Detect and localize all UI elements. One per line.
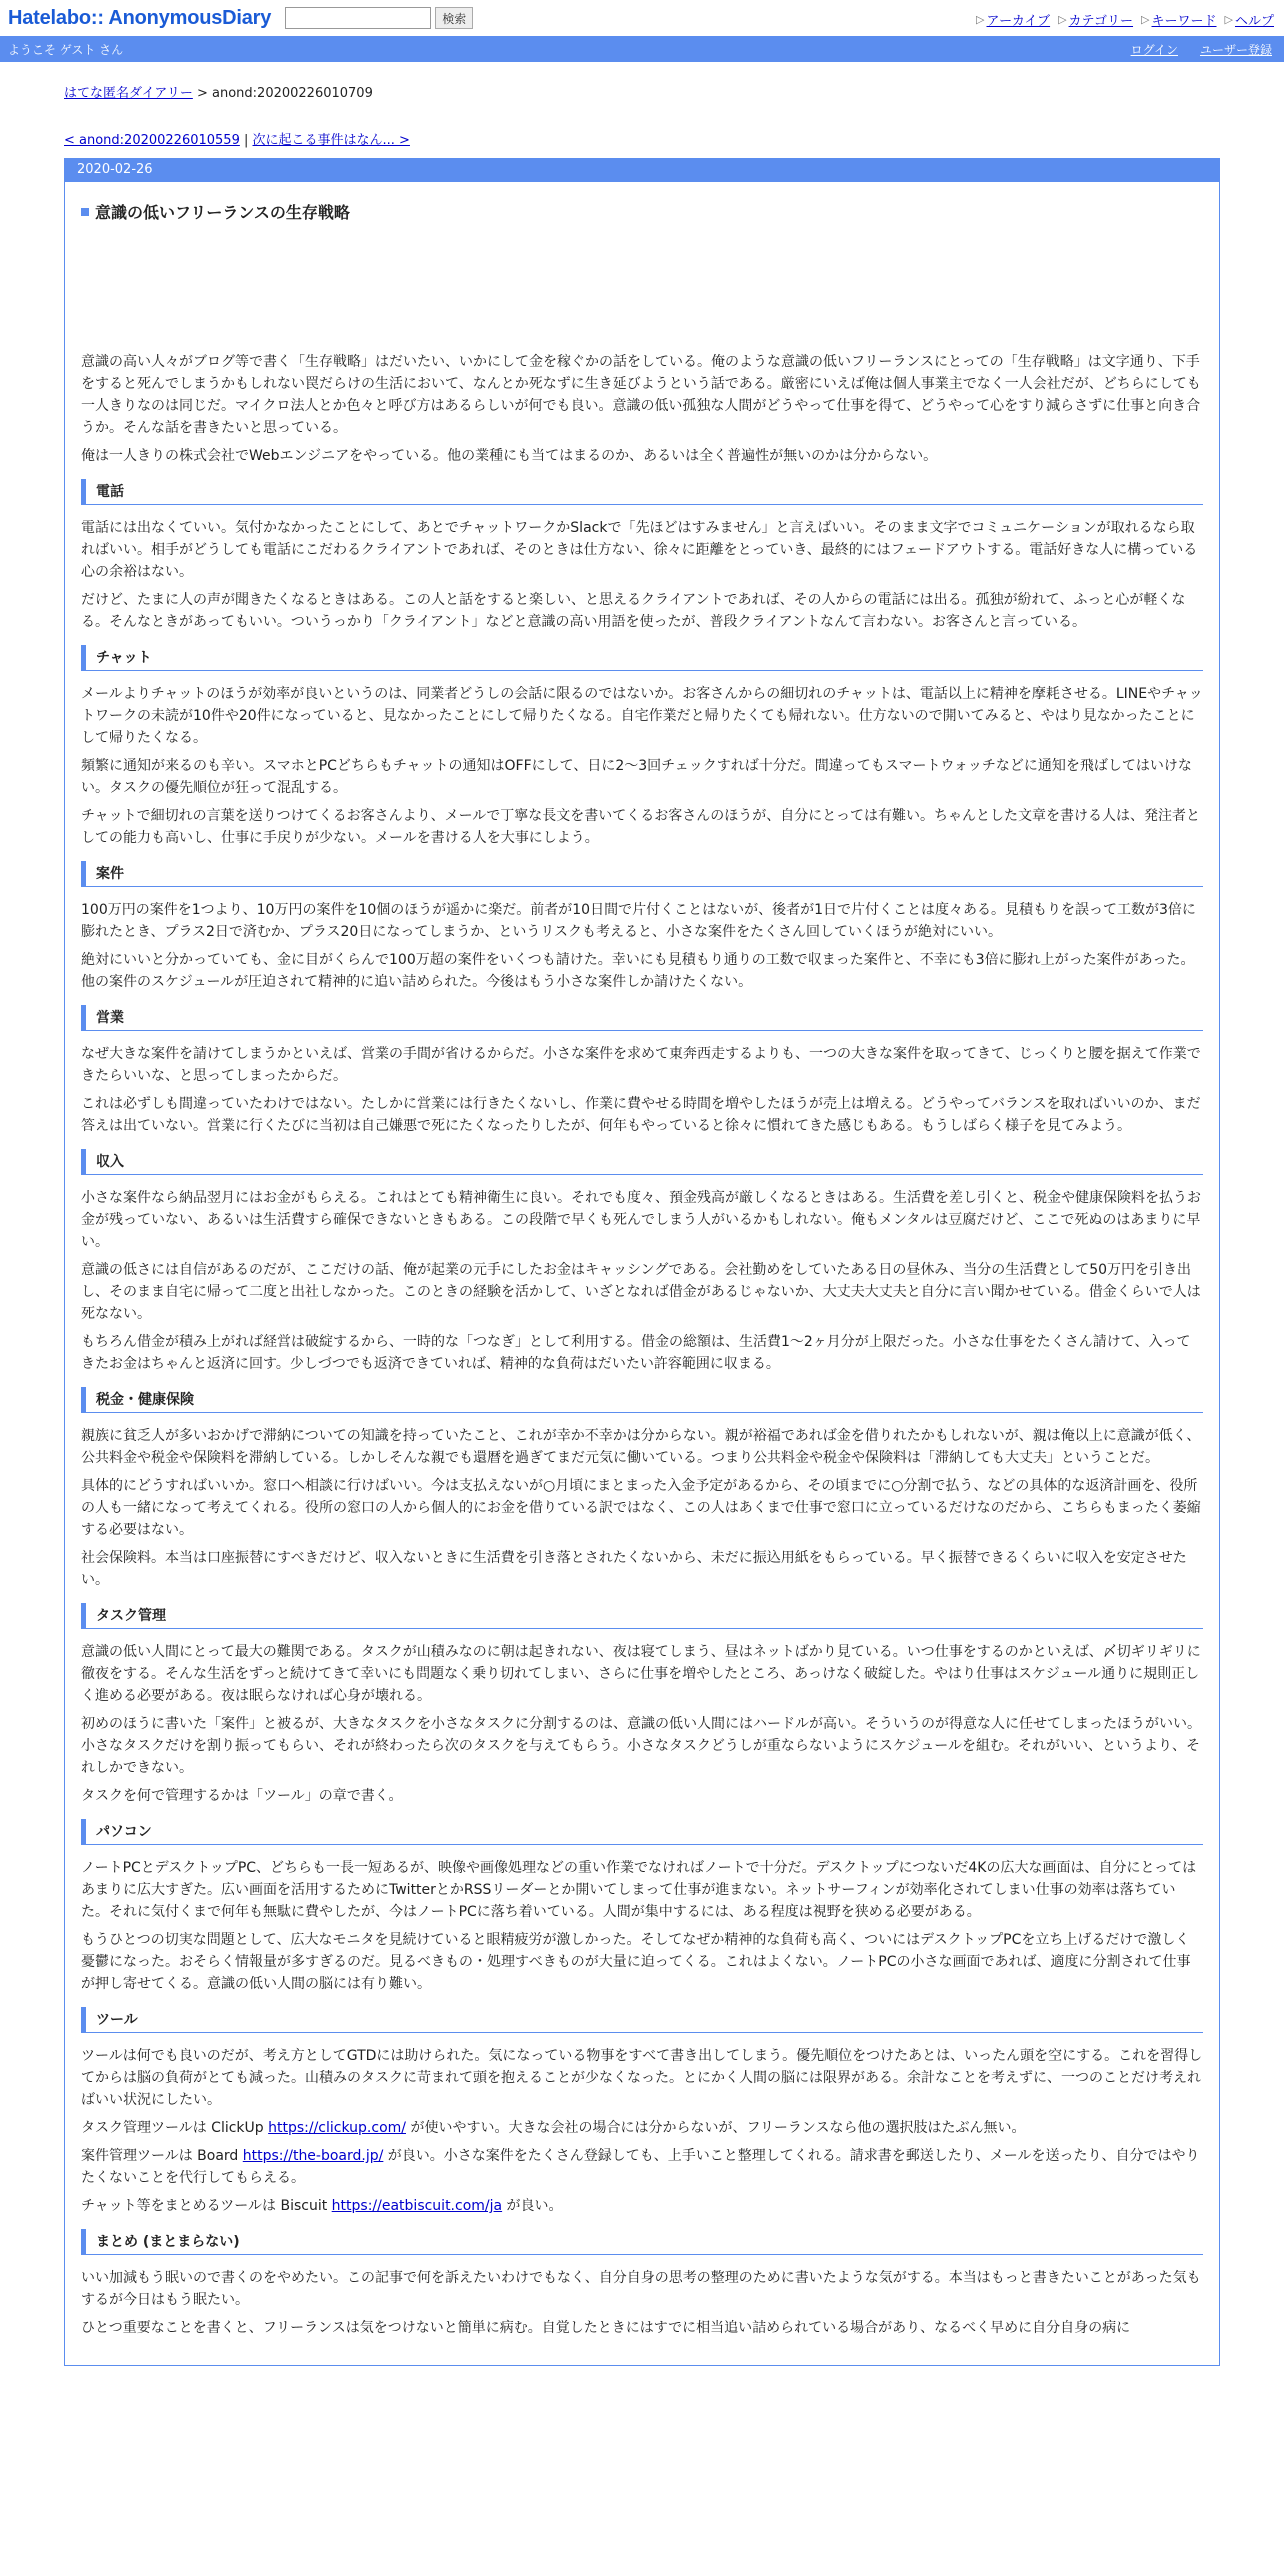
tool-link[interactable]: https://eatbiscuit.com/ja: [331, 2198, 503, 2214]
section-heading: 税金・健康保険: [81, 1387, 1203, 1413]
body-paragraph: 具体的にどうすればいいか。窓口へ相談に行けばいい。今は支払えないが○月頃にまとまった入金予定があるから、その頃までに○分割で払う、などの具体的な返済計画を、役所の人も一緒になって考えてくれる。役所の窓口の人から個人的にお金を借りている訳ではなく、この人はあくまで仕事で窓口に立っているだけなのだから、こちらもまったく萎縮する必要はない。: [81, 1478, 1201, 1538]
body-paragraph: いい加減もう眠いので書くのをやめたい。この記事で何を訴えたいわけでもなく、自分自身の思考の整理のために書いたような気がする。本当はもっと書きたいことがあった気もするが今日はもう眠たい。: [81, 2270, 1201, 2308]
tool-text-before: 案件管理ツールは Board: [81, 2148, 243, 2164]
entry-title-text: 意識の低いフリーランスの生存戦略: [95, 203, 350, 222]
section-heading: 電話: [81, 479, 1203, 505]
body-paragraph: 電話には出なくていい。気付かなかったことにして、あとでチャットワークかSlackで「先ほどはすみません」と言えばいい。そのまま文字でコミュニケーションが取れるなら取ればいい。相手がどうしても電話にこだわるクライアントであれば、そのときは仕方ない、徐々に距離をとっていき、最終的にはフェードアウトする。電話好きな人に構っている心の余裕はない。: [81, 520, 1198, 580]
tool-paragraph: [81, 2145, 1203, 2189]
prev-entry-link[interactable]: < anond:20200226010559: [64, 133, 240, 148]
body-paragraph: 親族に貧乏人が多いおかげで滞納についての知識を持っていたこと、これが幸か不幸かは分からない。親が裕福であれば金を借りれたかもしれないが、親は俺以上に意識が低く、公共料金や税金や保険料を滞納している。しかしそんな親でも還暦を過ぎてまだ元気に働いている。つまり公共料金や税金や保険料は「滞納しても大丈夫」ということだ。: [81, 1428, 1201, 1466]
tool-link[interactable]: https://clickup.com/: [268, 2120, 406, 2136]
tool-text-after: が使いやすい。大きな会社の場合には分からないが、フリーランスなら他の選択肢はたぶん無い。: [406, 2120, 1026, 2136]
section-heading: ツール: [81, 2007, 1203, 2033]
body-paragraph: 意識の高い人々がブログ等で書く「生存戦略」はだいたい、いかにして金を稼ぐかの話をしている。俺のような意識の低いフリーランスにとっての「生存戦略」は文字通り、下手をすると死んでしまうかもしれない罠だらけの生活において、なんとか死なずに生き延びようという話である。厳密にいえば俺は個人事業主でなく一人会社だが、どちらにしても一人きりなのは同じだ。マイクロ法人とか色々と呼び方はあるらしいが何でも良い。意識の低い孤独な人間がどうやって仕事を得て、どうやって心をすり減らさずに仕事と向き合うか。そんな話を書きたいと思っている。: [81, 354, 1201, 436]
body-paragraph: 小さな案件なら納品翌月にはお金がもらえる。これはとても精神衛生に良い。それでも度々、預金残高が厳しくなるときはある。生活費を差し引くと、税金や健康保険料を払うお金が残っていない、あるいは生活費すら確保できないときもある。この段階で早くも死んでしまう人がいるかもしれない。俺もメンタルは豆腐だけど、ここで死ぬのはあまりに早い。: [81, 1190, 1201, 1250]
body-paragraph: 意識の低い人間にとって最大の難関である。タスクが山積みなのに朝は起きれない、夜は寝てしまう、昼はネットばかり見ている。いつ仕事をするのかといえば、〆切ギリギリに徹夜をする。そんな生活をずっと続けてきて幸いにも問題なく乗り切れてしまい、さらに仕事を増やしたところ、あっけなく破綻した。やはり仕事はスケジュール通りに規則正しく進める必要がある。夜は眠らなければ心身が壊れる。: [81, 1644, 1201, 1704]
body-paragraph: 意識の低さには自信があるのだが、ここだけの話、俺が起業の元手にしたお金はキャッシングである。会社勤めをしていたある日の昼休み、当分の生活費として50万円を引き出し、そのまま自宅に帰って二度と出社しなかった。このときの経験を活かして、いざとなれば借金があるじゃないか、大丈夫大丈夫と自分に言い聞かせている。借金くらいで人は死なない。: [81, 1262, 1201, 1322]
body-paragraph: ツールは何でも良いのだが、考え方としてGTDには助けられた。気になっている物事をすべて書き出してしまう。優先順位をつけたあとは、いったん頭を空にする。これを習得してからは脳の負荷がとても減った。山積みのタスクに苛まれて頭を抱えることが少なくなった。とにかく人間の脳には限界がある。余計なことを考えずに、一つのことだけ考えればいい状況にしたい。: [81, 2048, 1203, 2108]
keyword-link-item[interactable]: [1141, 10, 1216, 29]
square-bullet-icon[interactable]: [81, 208, 89, 216]
category-link[interactable]: カテゴリー: [1068, 14, 1134, 29]
pager: [64, 129, 1284, 148]
body-paragraph: 絶対にいいと分かっていても、金に目がくらんで100万超の案件をいくつも請けた。幸いにも見積もり通りの工数で収まった案件と、不幸にも3倍に膨れ上がった案件があった。他の案件のスケジュールが圧迫されて精神的に追い詰められた。今後はもう小さな案件しか請けたくない。: [81, 952, 1195, 990]
entry-title: [81, 200, 1203, 223]
next-entry-link[interactable]: 次に起こる事件はなん... >: [252, 133, 410, 148]
body-paragraph: 100万円の案件を1つより、10万円の案件を10個のほうが遥かに楽だ。前者が10日間で片付くことはないが、後者が1日で片付くことは度々ある。見積もりを誤って工数が3倍に膨れたとき、プラス2日で済むか、プラス20日になってしまうか、というリスクも考えると、小さな案件をたくさん回していくほうが絶対にいい。: [81, 902, 1196, 940]
day-date: 2020-02-26: [65, 158, 1219, 182]
body-paragraph: だけど、たまに人の声が聞きたくなるときはある。この人と話をすると楽しい、と思えるクライアントであれば、その人からの電話には出る。孤独が紛れて、ふっと心が軽くなる。そんなときがあってもいい。ついうっかり「クライアント」などと意識の高い用語を使ったが、普段クライアントなんて言わない。お客さんと言っている。: [81, 592, 1186, 630]
body-paragraph: ひとつ重要なことを書くと、フリーランスは気をつけないと簡単に病む。自覚したときにはすでに相当追い詰められている場合があり、なるべく早めに自分自身の病に: [81, 2320, 1131, 2336]
body-paragraph: なぜ大きな案件を請けてしまうかといえば、営業の手間が省けるからだ。小さな案件を求めて東奔西走するよりも、一つの大きな案件を取ってきて、じっくりと腰を据えて作業できたらいいな、と思ってしまったからだ。: [81, 1046, 1201, 1084]
help-link-item[interactable]: [1225, 10, 1274, 29]
body-paragraph: メールよりチャットのほうが効率が良いというのは、同業者どうしの会話に限るのではないか。お客さんからの細切れのチャットは、電話以上に精神を摩耗させる。LINEやチャットワークの未読が10件や20件になっていると、見なかったことにして帰りたくなる。自宅作業だと帰りたくても帰れない。仕方ないので開いてみると、やはり見なかったことにして帰りたくなる。: [81, 686, 1203, 746]
breadcrumb-separator: >: [192, 86, 213, 101]
arrow-icon: ▷: [976, 13, 985, 26]
body-paragraph: チャットで細切れの言葉を送りつけてくるお客さんより、メールで丁寧な長文を書いてくるお客さんのほうが、自分にとっては有難い。ちゃんとした文章を書ける人は、発注者としての能力も高いし、仕事に手戻りが少ない。メールを書ける人を大事にしよう。: [81, 808, 1201, 846]
body-paragraph: 俺は一人きりの株式会社でWebエンジニアをやっている。他の業種にも当てはまるのか、あるいは全く普遍性が無いのかは分からない。: [81, 448, 938, 464]
tool-text-after: が良い。: [502, 2198, 563, 2214]
blank-space: [81, 223, 1203, 351]
top-links: [976, 10, 1274, 29]
search-button[interactable]: 検索: [435, 7, 473, 29]
tool-text-before: タスク管理ツールは ClickUp: [81, 2120, 269, 2136]
arrow-icon: ▷: [1224, 13, 1233, 26]
login-link[interactable]: ログイン: [1130, 43, 1178, 57]
tool-link[interactable]: https://the-board.jp/: [242, 2148, 384, 2164]
register-link[interactable]: ユーザー登録: [1199, 43, 1272, 57]
top-bar: [0, 0, 1284, 36]
keyword-link[interactable]: キーワード: [1151, 14, 1217, 29]
tool-paragraph: [81, 2117, 1203, 2139]
welcome-text: ようこそ ゲスト さん: [8, 42, 124, 57]
search-input[interactable]: [285, 7, 431, 29]
entry: [65, 182, 1219, 2365]
section-heading: 収入: [81, 1149, 1203, 1175]
tool-text-before: チャット等をまとめるツールは Biscuit: [81, 2198, 332, 2214]
archive-link[interactable]: アーカイブ: [986, 14, 1051, 29]
arrow-icon: ▷: [1058, 13, 1067, 26]
body-paragraph: もちろん借金が積み上がれば経営は破綻するから、一時的な「つなぎ」として利用する。借金の総額は、生活費1～2ヶ月分が上限だった。小さな仕事をたくさん請けて、入ってきたお金はちゃんと返済に回す。少しづつでも返済できていれば、精神的な負荷はだいたい許容範囲に収まる。: [81, 1334, 1191, 1372]
body-paragraph: 頻繁に通知が来るのも辛い。スマホとPCどちらもチャットの通知はOFFにして、日に2～3回チェックすれば十分だ。間違ってもスマートウォッチなどに通知を飛ばしてはいけない。タスクの優先順位が狂って混乱する。: [81, 758, 1192, 796]
tool-paragraph: [81, 2195, 1203, 2217]
archive-link-item[interactable]: [976, 10, 1050, 29]
body-paragraph: タスクを何で管理するかは「ツール」の章で書く。: [81, 1788, 403, 1804]
section-heading: 案件: [81, 861, 1203, 887]
section-heading: チャット: [81, 645, 1203, 671]
day-section: [64, 158, 1220, 2366]
section-heading: 営業: [81, 1005, 1203, 1031]
section-heading: タスク管理: [81, 1603, 1203, 1629]
help-link[interactable]: ヘルプ: [1234, 14, 1274, 29]
body-paragraph: 社会保険料。本当は口座振替にすべきだけど、収入ないときに生活費を引き落とされたくないから、未だに振込用紙をもらっている。早く振替できるくらいに収入を安定させたい。: [81, 1550, 1187, 1588]
breadcrumb-current: anond:20200226010709: [212, 86, 373, 101]
arrow-icon: ▷: [1141, 13, 1150, 26]
section-heading: まとめ (まとまらない): [81, 2229, 1203, 2255]
pager-separator: |: [239, 133, 253, 148]
section-heading: パソコン: [81, 1819, 1203, 1845]
welcome-bar: [0, 36, 1284, 62]
breadcrumb-home-link[interactable]: はてな匿名ダイアリー: [64, 86, 193, 101]
tool-text-after: が良い。小さな案件をたくさん登録しても、上手いこと整理してくれる。請求書を郵送したり、メールを送ったり、自分ではやりたくないことを代行してもらえる。: [81, 2148, 1200, 2186]
site-logo[interactable]: Hatelabo:: AnonymousDiary: [8, 6, 272, 29]
entry-body: [81, 351, 1203, 2339]
category-link-item[interactable]: [1058, 10, 1133, 29]
body-paragraph: これは必ずしも間違っていたわけではない。たしかに営業には行きたくないし、作業に費やせる時間を増やしたほうが売上は増える。どうやってバランスを取ればいいのか、まだ答えは出ていない。営業に行くたびに当初は自己嫌悪で死にたくなったりしたが、何年もやっていると徐々に慣れてきた感じもある。もうしばらく様子を見てみよう。: [81, 1096, 1201, 1134]
body-paragraph: ノートPCとデスクトップPC、どちらも一長一短あるが、映像や画像処理などの重い作業でなければノートで十分だ。デスクトップにつないだ4Kの広大な画面は、自分にとってはあまりに広大すぎた。広い画面を活用するためにTwitterとかRSSリーダーとか開いてしまって仕事が進まない。ネットサーフィンが効率化されてしまい仕事の効率は落ちていた。それに気付くまで何年も無駄に費やしたが、今はノートPCに落ち着いている。人間が集中するには、ある程度は視野を狭める必要がある。: [81, 1860, 1197, 1920]
body-paragraph: 初めのほうに書いた「案件」と被るが、大きなタスクを小さなタスクに分割するのは、意識の低い人間にはハードルが高い。そういうのが得意な人に任せてしまったほうがいい。小さなタスクだけを割り振ってもらい、それが終わったら次のタスクを与えてもらう。小さなタスクどうしが重ならないようにスケジュールを組む。それがいい、というより、それしかできない。: [81, 1716, 1201, 1776]
body-paragraph: もうひとつの切実な問題として、広大なモニタを見続けていると眼精疲労が激しかった。そしてなぜか精神的な負荷も高く、ついにはデスクトップPCを立ち上げるだけで激しく憂鬱になった。おそらく情報量が多すぎるのだ。見るべきもの・処理すべきものが大量に迫ってくる。これはよくない。ノートPCの小さな画面であれば、適度に分割されて仕事が押し寄せてくる。意識の低い人間の脳には有り難い。: [81, 1932, 1191, 1992]
breadcrumb: [64, 82, 1284, 101]
